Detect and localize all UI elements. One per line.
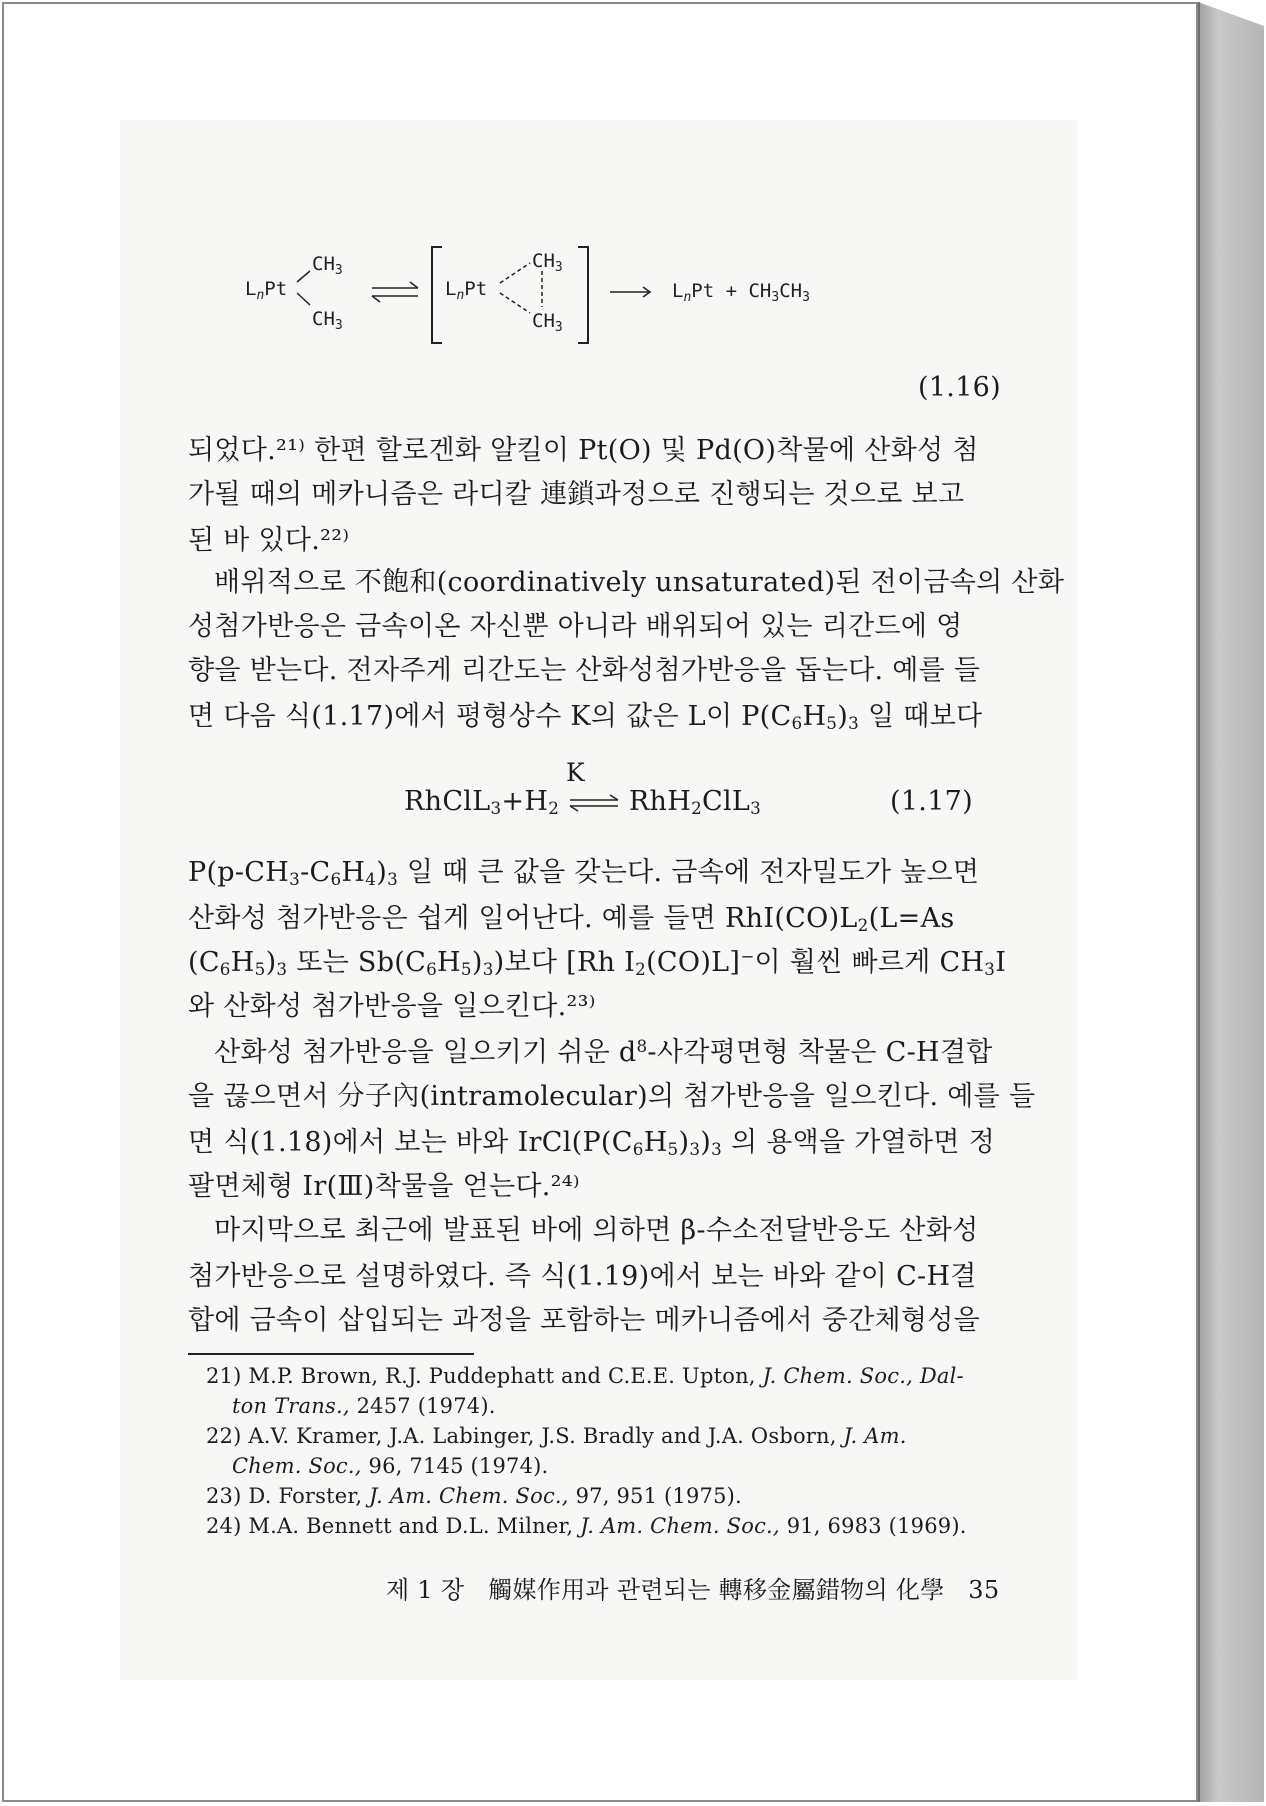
footnote-22: 22) A.V. Kramer, J.A. Labinger, J.S. Bradly and J.A. Osborn, J. Am. xyxy=(206,1424,907,1448)
intermediate-metal: $L_nPt$ xyxy=(445,278,488,303)
equilibrium-arrow xyxy=(568,793,620,813)
paragraph-3-line-3: $(C_6H_5)_3$ 또는 $Sb(C_6H_5)_3$)보다 [Rh $I_2(CO)L]^-$이 훨씬 빠르게 $CH_3I$ xyxy=(188,945,1007,980)
equation-1-17: $RhClL_3+H_2$ RhH$_2$ClL$_3$ xyxy=(404,786,762,819)
running-footer xyxy=(386,1570,999,1605)
paragraph-4-line-2: 을 끊으면서 分子內(intramolecular)의 첨가반응을 일으킨다. 예를 들 xyxy=(188,1081,1036,1112)
equation-number-1-17: (1.17) xyxy=(890,786,973,817)
paragraph-1-line-2: 가될 때의 메카니즘은 라디칼 連鎖과정으로 진행되는 것으로 보고 xyxy=(188,479,965,510)
reactant-ch3-top: $CH_3$ xyxy=(312,253,343,278)
paragraph-2-line-1: 배위적으로 不飽和(coordinatively unsaturated)된 전이금속의 산화 xyxy=(214,567,1065,598)
footnote-24: 24) M.A. Bennett and D.L. Milner, J. Am. Chem. Soc., 91, 6983 (1969). xyxy=(206,1514,967,1538)
paragraph-3-line-1: $P(p-CH_3-C_6H_4)_3$ 일 때 큰 값을 갖는다. 금속에 전자밀도가 높으면 xyxy=(188,857,980,890)
paragraph-4-line-3: 면 식(1.18)에서 보는 바와 $IrCl(P(C_6H_5)_3)_3$ 의 용액을 가열하면 정 xyxy=(188,1127,996,1160)
paragraph-2-line-3: 향을 받는다. 전자주게 리간도는 산화성첨가반응을 돕는다. 예를 들 xyxy=(188,655,981,686)
paragraph-2-line-2: 성첨가반응은 금속이온 자신뿐 아니라 배위되어 있는 리간드에 영 xyxy=(188,611,963,642)
reactant-metal: $L_nPt$ xyxy=(245,278,288,303)
page-stack-edge xyxy=(1198,2,1264,1802)
page-number: 35 xyxy=(968,1576,1000,1604)
footnote-23: 23) D. Forster, J. Am. Chem. Soc., 97, 951 (1975). xyxy=(206,1484,742,1508)
equation-number-1-16: (1.16) xyxy=(918,372,1001,403)
paragraph-4-line-1: 산화성 첨가반응을 일으키기 쉬운 $d^8-$사각평면형 착물은 C-H결합 xyxy=(214,1035,993,1068)
chapter-label: 제 1 장 xyxy=(386,1576,465,1604)
reaction-scheme-1-16 xyxy=(230,235,950,355)
paragraph-4-line-4: 팔면체형 Ir(Ⅲ)착물을 얻는다.²⁴⁾ xyxy=(188,1171,580,1202)
page-edge-shadow xyxy=(1198,2,1200,1802)
paragraph-2-line-4: 면 다음 식(1.17)에서 평형상수 K의 값은 L이 $P(C_6H_5)_3$ 일 때보다 xyxy=(188,701,983,734)
paragraph-5-line-1: 마지막으로 최근에 발표된 바에 의하면 β-수소전달반응도 산화성 xyxy=(214,1215,979,1246)
equilibrium-constant-k: K xyxy=(566,758,585,787)
paragraph-3-line-4: 와 산화성 첨가반응을 일으킨다.²³⁾ xyxy=(188,991,596,1022)
paragraph-3-line-2: 산화성 첨가반응은 쉽게 일어난다. 예를 들면 $RhI(CO)L_2(L=As$ xyxy=(188,903,955,936)
footnote-22-cont: Chem. Soc., 96, 7145 (1974). xyxy=(232,1454,549,1478)
paragraph-5-line-3: 합에 금속이 삽입되는 과정을 포함하는 메카니즘에서 중간체형성을 xyxy=(188,1305,980,1336)
intermediate-ch3-bottom: $CH_3$ xyxy=(532,310,563,335)
paragraph-1-line-1: 되었다.²¹⁾ 한편 할로겐화 알킬이 Pt(O) 및 Pd(O)착물에 산화성 첨 xyxy=(188,435,979,466)
footnote-separator xyxy=(188,1353,474,1355)
chapter-title: 觸媒作用과 관련되는 轉移金屬錯物의 化學 xyxy=(488,1576,945,1604)
intermediate-ch3-top: $CH_3$ xyxy=(532,250,563,275)
paragraph-5-line-2: 첨가반응으로 설명하였다. 즉 식(1.19)에서 보는 바와 같이 C-H결 xyxy=(188,1261,977,1292)
product: $L_nPt + CH_3CH_3$ xyxy=(672,280,810,305)
footnote-21-cont: ton Trans., 2457 (1974). xyxy=(232,1394,496,1418)
paragraph-1-line-3: 된 바 있다.²²⁾ xyxy=(188,525,350,556)
footnote-21: 21) M.P. Brown, R.J. Puddephatt and C.E.E. Upton, J. Chem. Soc., Dal- xyxy=(206,1364,964,1388)
reactant-ch3-bottom: $CH_3$ xyxy=(312,308,343,333)
